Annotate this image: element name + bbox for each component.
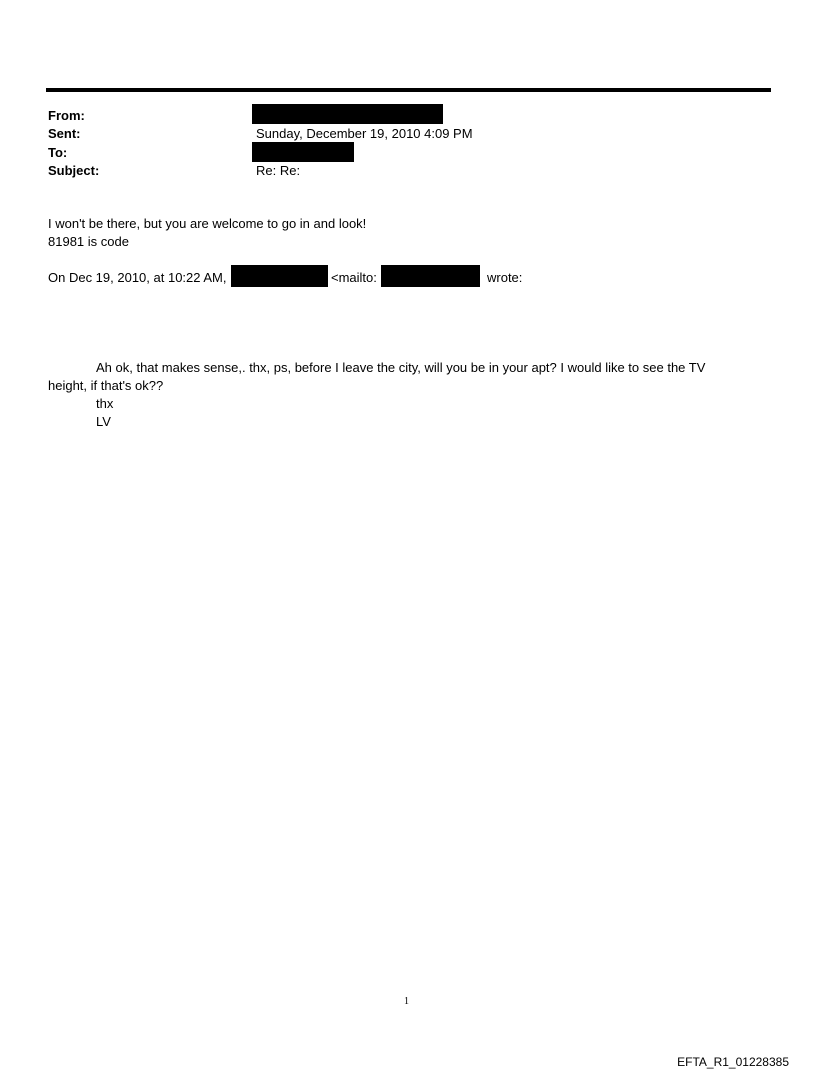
page-number: 1 (404, 996, 409, 1007)
sender-email-redaction (381, 265, 480, 287)
from-redaction (252, 104, 443, 124)
message-line-1: I won't be there, but you are welcome to go in and look! (48, 216, 367, 231)
to-redaction (252, 142, 354, 162)
quoted-line-2: height, if that's ok?? (48, 378, 164, 393)
sent-value: Sunday, December 19, 2010 4:09 PM (256, 126, 473, 141)
sender-name-redaction (231, 265, 328, 287)
quoted-line-1: Ah ok, that makes sense,. thx, ps, before I leave the city, will you be in your apt? I would like to see the TV (96, 360, 706, 375)
quoted-line-3: thx (96, 396, 114, 411)
quote-intro-mailto: <mailto: (331, 270, 377, 285)
from-label: From: (48, 108, 85, 123)
document-id: EFTA_R1_01228385 (677, 1055, 789, 1069)
message-line-2: 81981 is code (48, 234, 129, 249)
subject-value: Re: Re: (256, 163, 301, 178)
sent-label: Sent: (48, 126, 81, 141)
quote-intro-start: On Dec 19, 2010, at 10:22 AM, (48, 270, 227, 285)
header-divider (46, 88, 771, 92)
to-label: To: (48, 145, 68, 160)
quote-intro-end: wrote: (487, 270, 523, 285)
quoted-line-4: LV (96, 414, 111, 429)
subject-label: Subject: (48, 163, 100, 178)
